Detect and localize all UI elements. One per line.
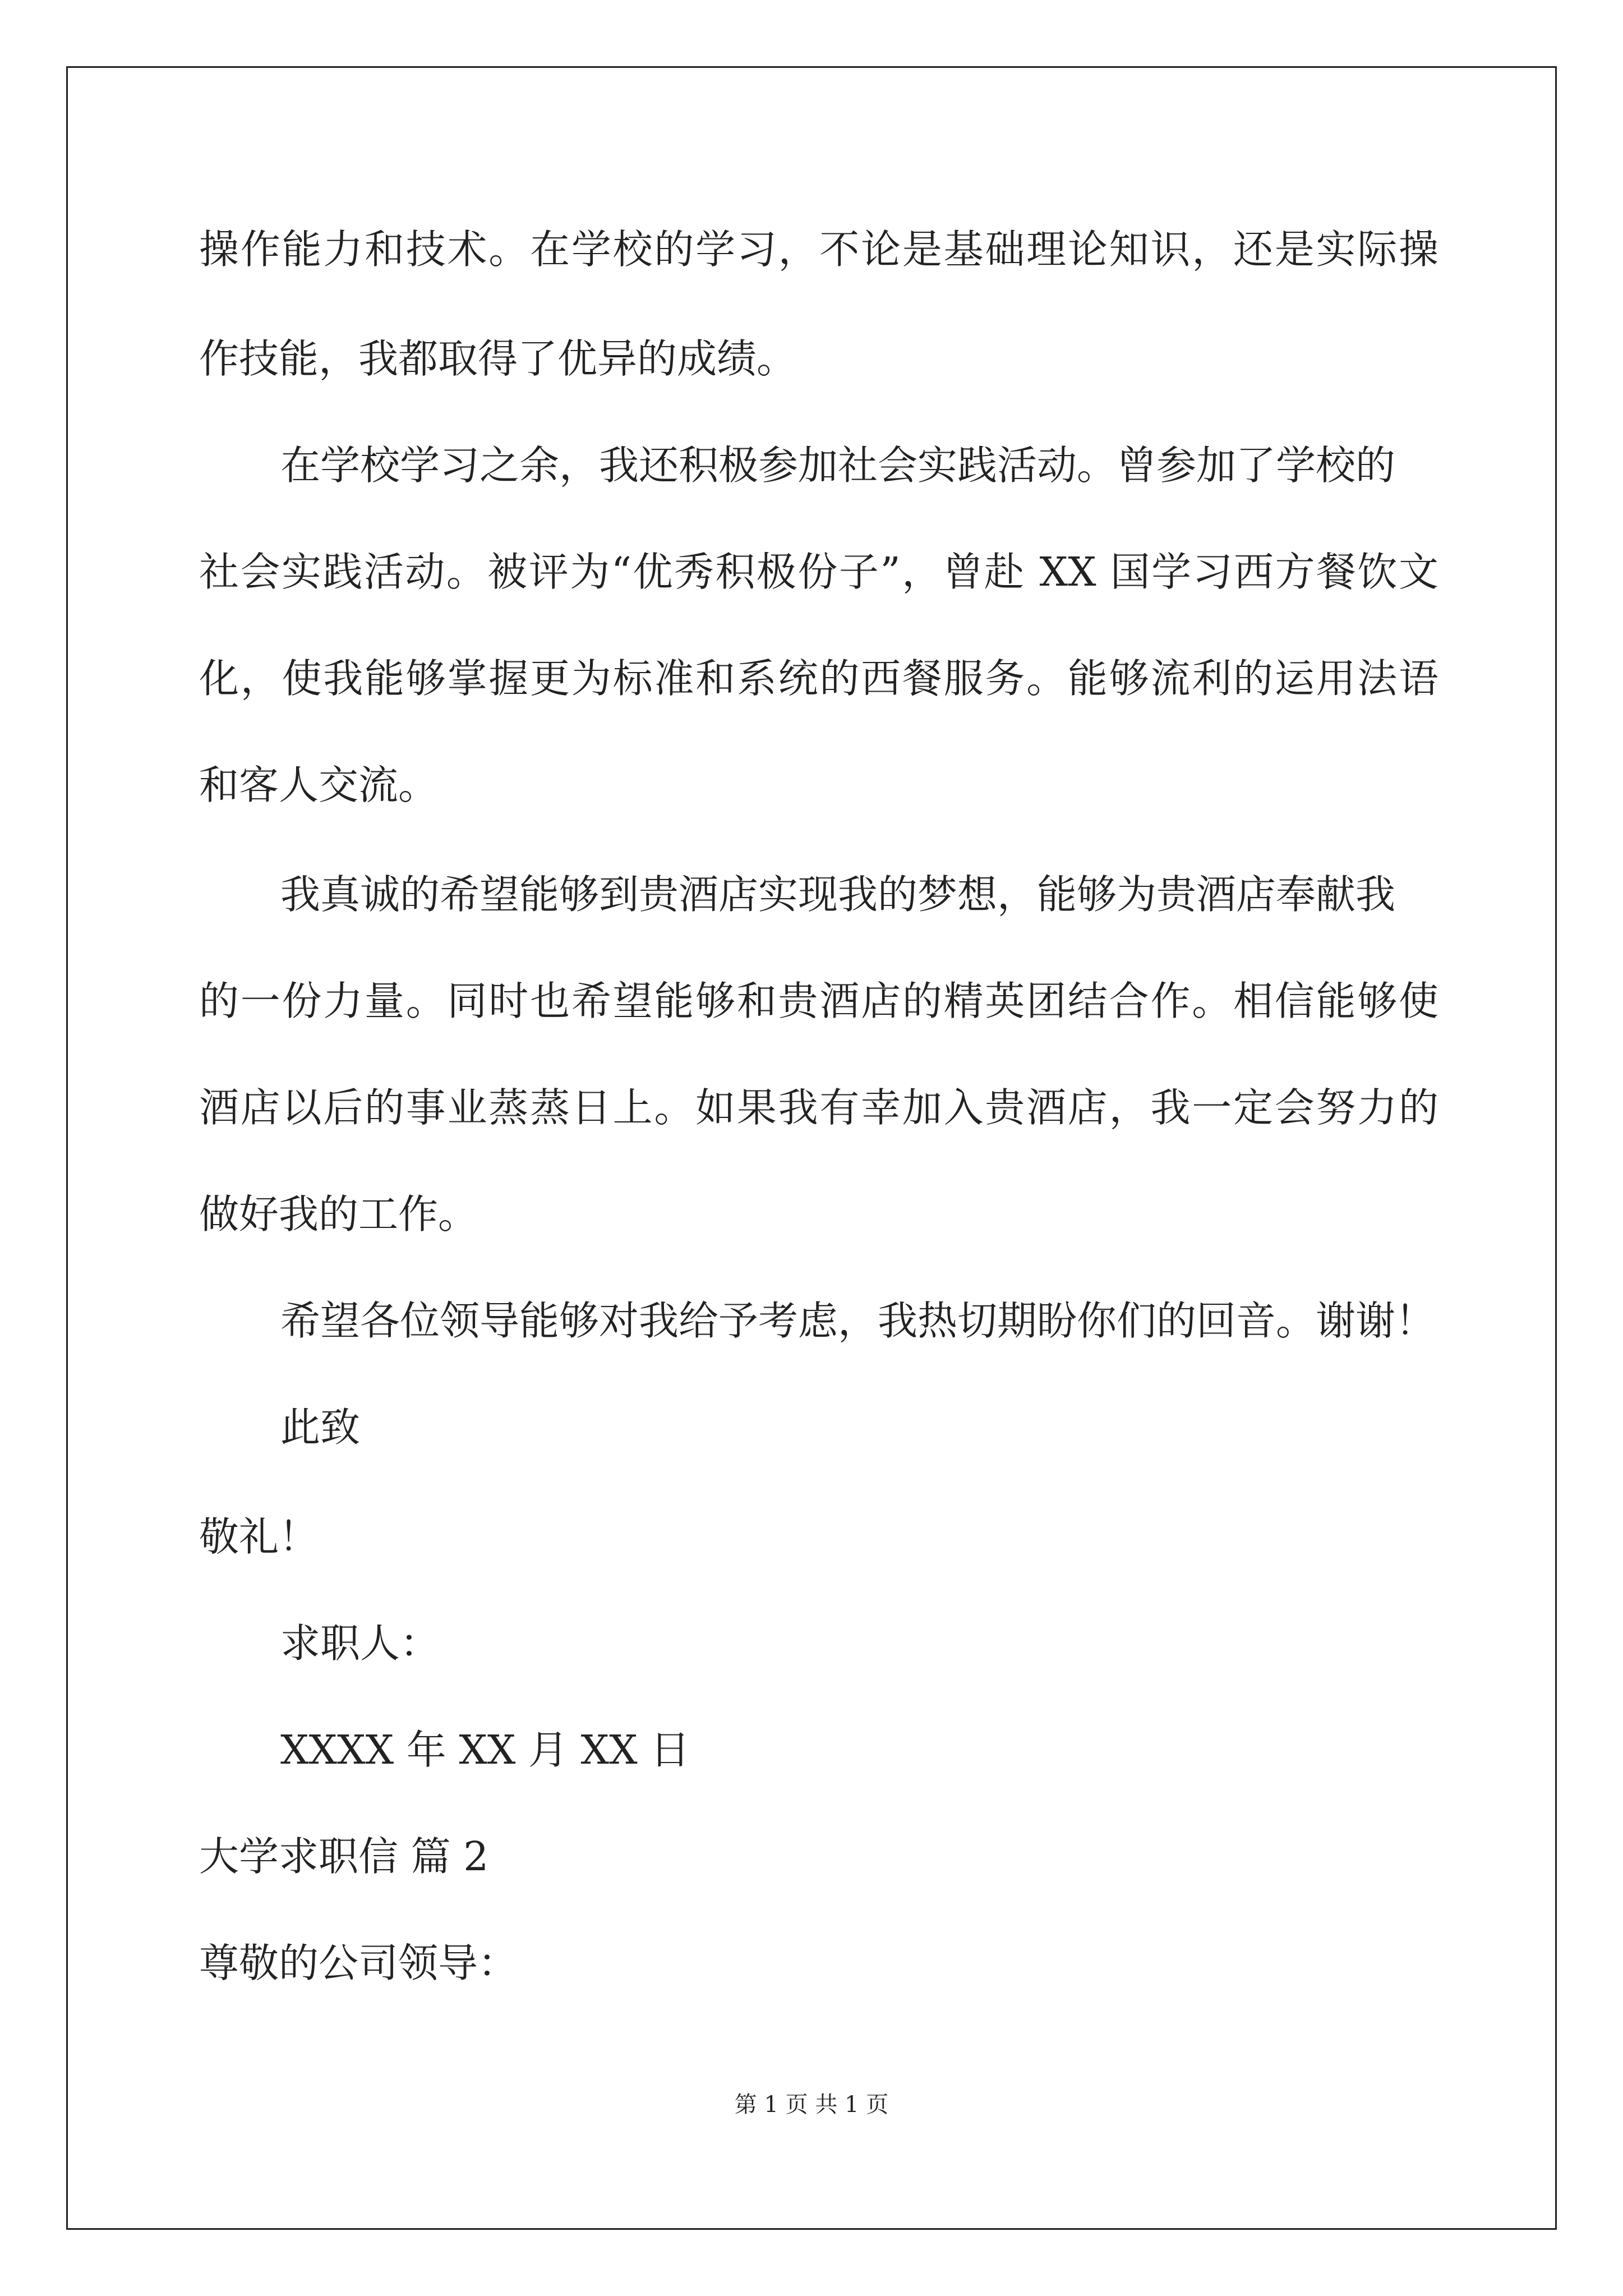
paragraph-3-line-3: 酒店以后的事业蒸蒸日上。如果我有幸加入贵酒店，我一定会努力的 [199, 1084, 1438, 1131]
applicant-label: 求职人： [280, 1620, 440, 1667]
page-border [66, 66, 1557, 2230]
section-title: 大学求职信 篇 2 [199, 1833, 489, 1880]
paragraph-2-line-2: 社会实践活动。被评为“优秀积极份子”，曾赴 XX 国学习西方餐饮文 [199, 549, 1438, 595]
closing-phrase: 此致 [280, 1404, 361, 1451]
paragraph-1-line-2: 作技能，我都取得了优异的成绩。 [199, 335, 797, 382]
paragraph-2-line-3: 化，使我能够掌握更为标准和系统的西餐服务。能够流利的运用法语 [199, 655, 1438, 702]
paragraph-2-line-1: 在学校学习之余，我还积极参加社会实践活动。曾参加了学校的 [280, 442, 1396, 489]
paragraph-2-line-4: 和客人交流。 [199, 762, 439, 808]
paragraph-3-line-2: 的一份力量。同时也希望能够和贵酒店的精英团结合作。相信能够使 [199, 978, 1438, 1024]
paragraph-3-line-4: 做好我的工作。 [199, 1191, 478, 1237]
salutation: 敬礼！ [199, 1513, 319, 1560]
page-footer: 第 1 页 共 1 页 [734, 2092, 889, 2118]
paragraph-4-line-1: 希望各位领导能够对我给予考虑，我热切期盼你们的回音。谢谢！ [280, 1297, 1436, 1344]
greeting: 尊敬的公司领导： [199, 1940, 518, 1986]
paragraph-1-line-1: 操作能力和技术。在学校的学习，不论是基础理论知识，还是实际操 [199, 226, 1438, 273]
letter-date: XXXX 年 XX 月 XX 日 [280, 1727, 690, 1773]
paragraph-3-line-1: 我真诚的希望能够到贵酒店实现我的梦想，能够为贵酒店奉献我 [280, 871, 1396, 918]
